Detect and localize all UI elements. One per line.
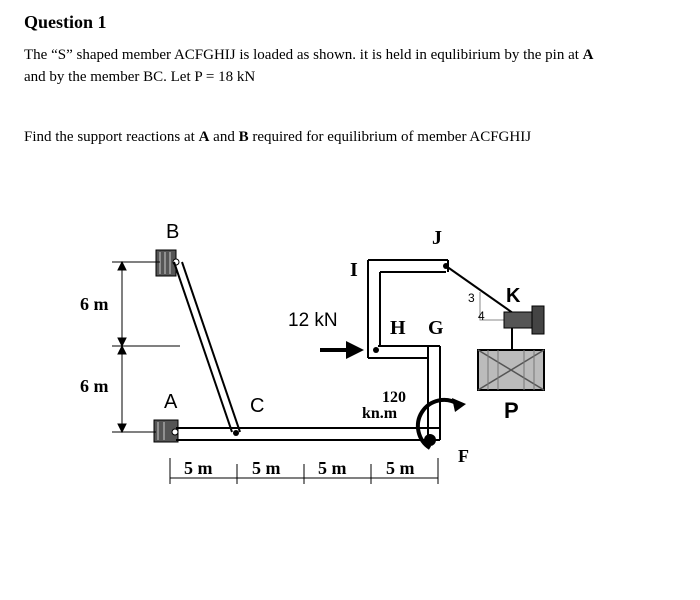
point-a-bold: A xyxy=(582,47,594,63)
dim-seg4: 5 m xyxy=(386,458,415,478)
slope-run: 4 xyxy=(478,309,485,323)
moment-value: 120 xyxy=(382,389,406,406)
task-bold-a: A xyxy=(198,129,210,145)
task-bold-b: B xyxy=(238,129,249,145)
label-f: F xyxy=(458,446,469,466)
dim-seg2: 5 m xyxy=(252,458,281,478)
point-h-dot xyxy=(373,347,379,353)
dim-vertical-top: 6 m xyxy=(80,294,109,314)
member-bc xyxy=(174,262,240,436)
label-b: B xyxy=(166,221,180,243)
label-p: P xyxy=(504,398,519,423)
support-a xyxy=(154,420,178,442)
question-title: Question 1 xyxy=(24,12,107,32)
pulley-k xyxy=(504,306,544,350)
label-i: I xyxy=(350,259,358,281)
dim-vertical-bottom: 6 m xyxy=(80,376,109,396)
task-text-3: required for equilibrium of member ACFGHIJ xyxy=(248,129,532,145)
dim-seg1: 5 m xyxy=(184,458,213,478)
moment-icon xyxy=(418,398,466,448)
task-text-2: and xyxy=(209,129,239,145)
force-label: 12 kN xyxy=(288,310,338,331)
force-arrow-12kn xyxy=(320,341,364,359)
label-k: K xyxy=(506,285,521,307)
crate-p xyxy=(478,350,544,390)
slope-rise: 3 xyxy=(468,291,475,305)
label-c: C xyxy=(250,395,265,417)
label-g: G xyxy=(428,317,444,339)
task-text-1: Find the support reactions at xyxy=(24,129,199,145)
support-b xyxy=(156,250,179,276)
label-a: A xyxy=(164,391,178,413)
statement-line1: The “S” shaped member ACFGHIJ is loaded as shown. it is held in equlibirium by the pin at xyxy=(24,47,583,63)
moment-unit: kn.m xyxy=(362,405,398,422)
label-j: J xyxy=(432,227,442,249)
member-acfghij xyxy=(176,260,448,440)
label-h: H xyxy=(390,317,406,339)
statement-line2: and by the member BC. Let P = 18 kN xyxy=(24,69,256,85)
dim-seg3: 5 m xyxy=(318,458,347,478)
